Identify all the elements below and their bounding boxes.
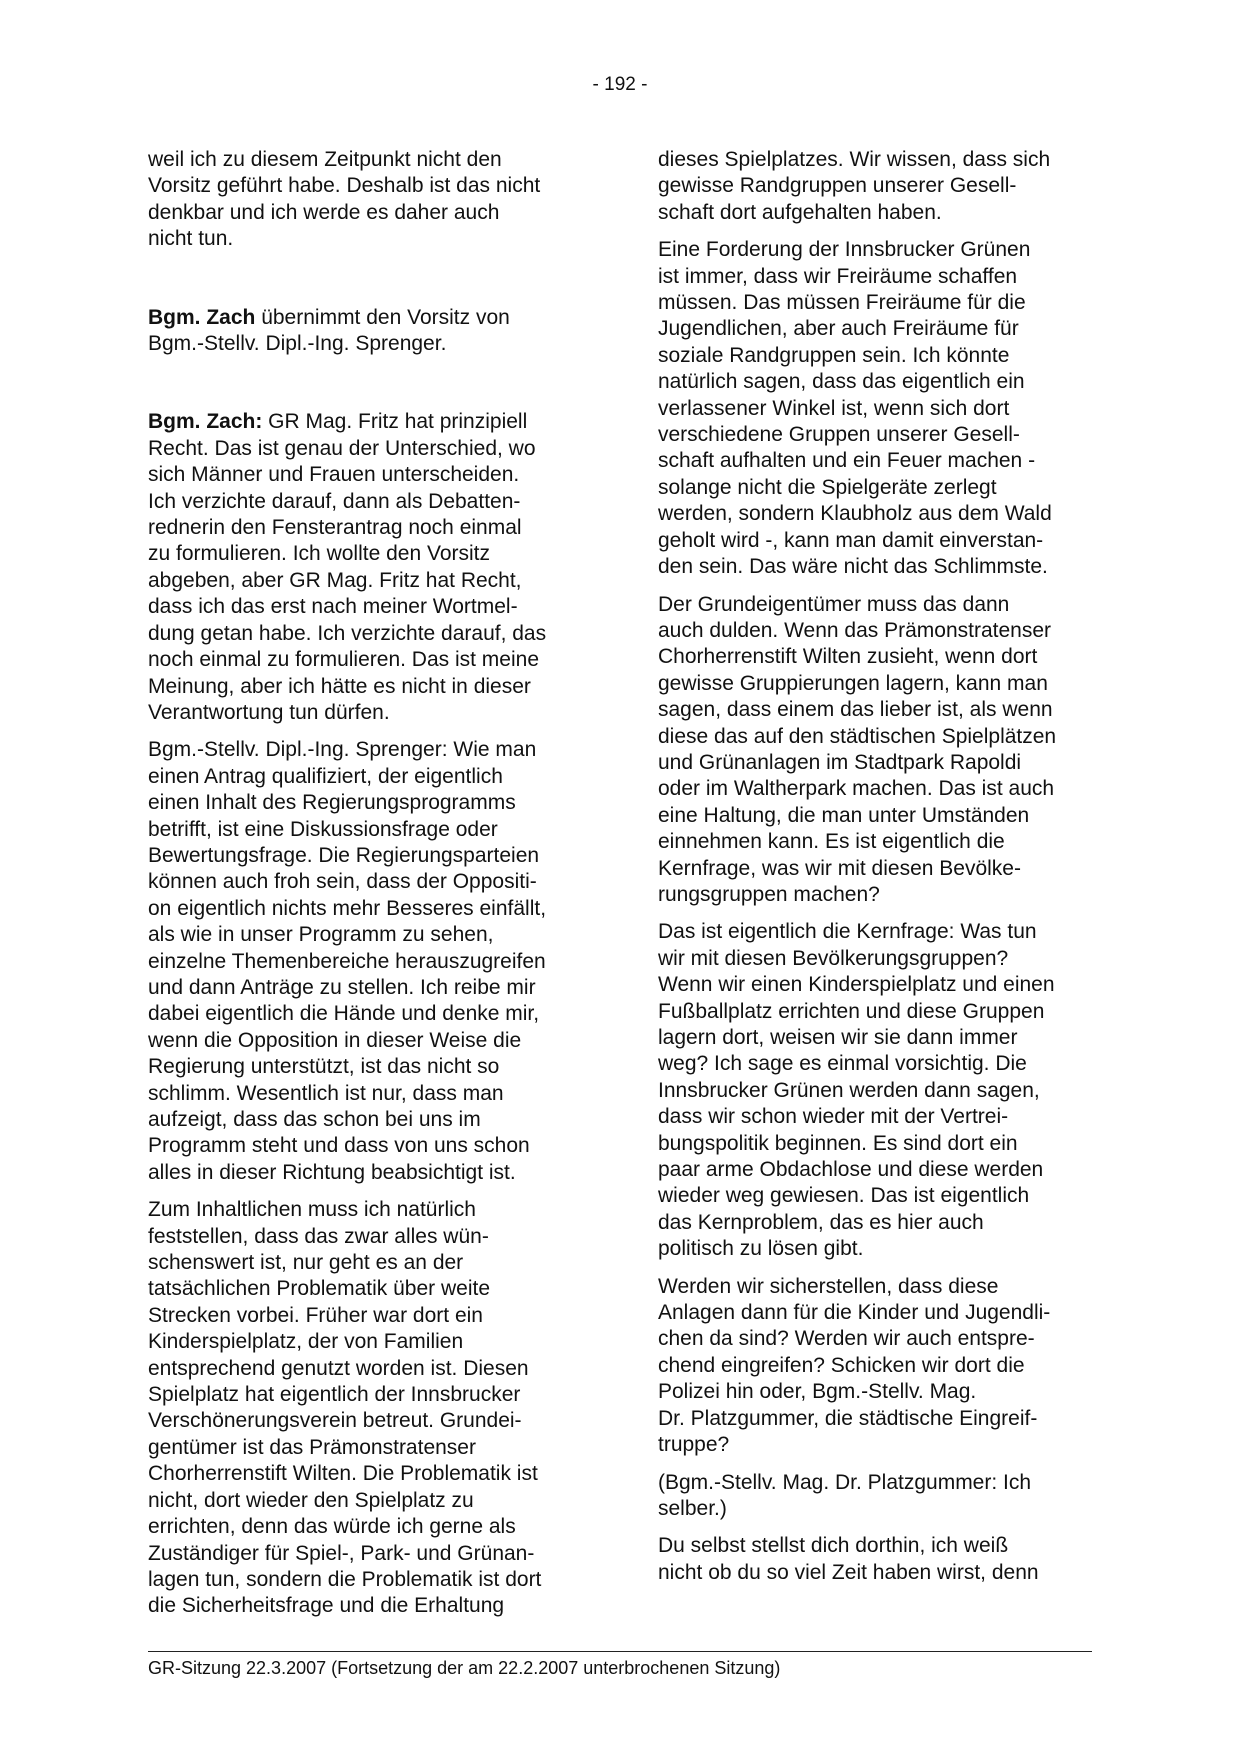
- paragraph: Das ist eigentlich die Kernfrage: Was tun wir mit diesen Bevölkerungsgruppen? Wenn wir einen Kinderspielplatz und einen Fußballplatz errichten und diese Gruppen lagern dort, weisen wir sie dann immer weg? Ich sage es einmal vorsichtig. Die Innsbrucker Grünen werden dann sagen, dass wir schon wieder mit der Vertrei- bungspolitik beginnen. Es sind dort ein paar arme Obdachlose und diese werden wieder weg gewiesen. Das ist eigentlich das Kernproblem, das es hier auch politisch zu lösen gibt.: [658, 920, 1055, 1261]
- page-number: - 192 -: [592, 74, 648, 95]
- chair-change-note: [148, 305, 588, 358]
- footer-divider: [148, 1651, 1092, 1652]
- page-footer: GR-Sitzung 22.3.2007 (Fortsetzung der am 22.2.2007 unterbrochenen Sitzung): [148, 1658, 781, 1678]
- paragraph: weil ich zu diesem Zeitpunkt nicht den Vorsitz geführt habe. Deshalb ist das nicht denkbar und ich werde es daher auch nicht tun.: [148, 148, 541, 251]
- paragraph: Bgm.-Stellv. Dipl.-Ing. Sprenger: Wie man einen Antrag qualifiziert, der eigentlich einen Inhalt des Regierungsprogramms betrifft, ist eine Diskussionsfrage oder Bewertungsfrage. Die Regierungsparteien können auch froh sein, dass der Oppositi- on eigentlich nichts mehr Besseres einfällt, als wie in unser Programm zu sehen, einzelne Themenbereiche herauszugreifen und dann Anträge zu stellen. Ich reibe mir dabei eigentlich die Hände und denke mir, wenn die Opposition in dieser Weise die Regierung unterstützt, ist das nicht so schlimm. Wesentlich ist nur, dass man aufzeigt, dass das schon bei uns im Programm steht und dass von uns schon alles in dieser Richtung beabsichtigt ist.: [148, 738, 547, 1184]
- speech-paragraph: [148, 409, 588, 726]
- paragraph-text: übernimmt den Vorsitz von Bgm.-Stellv. Dipl.-Ing. Sprenger.: [148, 305, 510, 356]
- paragraph: Zum Inhaltlichen muss ich natürlich feststellen, dass das zwar alles wün- schenswert ist, nur geht es an der tatsächlichen Problematik über weite Strecken vorbei. Früher war dort ein Kinderspielplatz, der von Familien entsprechend genutzt worden ist. Diesen Spielplatz hat eigentlich der Innsbrucker Verschönerungsverein betreut. Grundei- gentümer ist das Prämonstratenser Chorherrenstift Wilten. Die Problematik ist nicht, dort wieder den Spielplatz zu errichten, denn das würde ich gerne als Zuständiger für Spiel-, Park- und Grünan- lagen tun, sondern die Problematik ist dort die Sicherheitsfrage und die Erhaltung: [148, 1198, 542, 1618]
- left-column: [148, 147, 588, 1631]
- paragraph: dieses Spielplatzes. Wir wissen, dass sich gewisse Randgruppen unserer Gesell- schaft dort aufgehalten haben.: [658, 148, 1051, 224]
- paragraph-text: GR Mag. Fritz hat prinzipiell Recht. Das ist genau der Unterschied, wo sich Männer und Frauen unterscheiden. Ich verzichte darauf, dann als Debatten- rednerin den Fensterantrag noch einmal zu formulieren. Ich wollte den Vorsitz abgeben, aber GR Mag. Fritz hat Recht, dass ich das erst nach meiner Wortmel- dung getan habe. Ich verzichte darauf, das noch einmal zu formulieren. Das ist meine Meinung, aber ich hätte es nicht in dieser Verantwortung tun dürfen.: [148, 410, 547, 724]
- speaker-name: Bgm. Zach: [148, 305, 256, 329]
- paragraph: Der Grundeigentümer muss das dann auch dulden. Wenn das Prämonstratenser Chorherrenstift Wilten zusieht, wenn dort gewisse Gruppierungen lagern, kann man sagen, dass einem das lieber ist, als wenn diese das auf den städtischen Spielplätzen und Grünanlagen im Stadtpark Rapoldi oder im Waltherpark machen. Das ist auch eine Haltung, die man unter Umständen einnehmen kann. Es ist eigentlich die Kernfrage, was wir mit diesen Bevölke- rungsgruppen machen?: [658, 592, 1057, 906]
- right-column: [658, 147, 1098, 1597]
- paragraph: Eine Forderung der Innsbrucker Grünen ist immer, dass wir Freiräume schaffen müssen. Das müssen Freiräume für die Jugendlichen, aber auch Freiräume für soziale Randgruppen sein. Ich könnte natürlich sagen, dass das eigentlich ein verlassener Winkel ist, wenn sich dort verschiedene Gruppen unserer Gesell- schaft aufhalten und ein Feuer machen - solange nicht die Spielgeräte zerlegt werden, sondern Klaubholz aus dem Wald geholt wird -, kann man damit einverstan- den sein. Das wäre nicht das Schlimmste.: [658, 238, 1052, 579]
- paragraph: Werden wir sicherstellen, dass diese Anlagen dann für die Kinder und Jugendli- chen da sind? Werden wir auch entspre- chend eingreifen? Schicken wir dort die Polizei hin oder, Bgm.-Stellv. Mag. Dr. Platzgummer, die städtische Eingreif- truppe?: [658, 1274, 1051, 1457]
- paragraph: Du selbst stellst dich dorthin, ich weiß nicht ob du so viel Zeit haben wirst, denn: [658, 1534, 1039, 1584]
- speaker-name: Bgm. Zach:: [148, 410, 263, 434]
- interjection: (Bgm.-Stellv. Mag. Dr. Platzgummer: Ich selber.): [658, 1470, 1032, 1520]
